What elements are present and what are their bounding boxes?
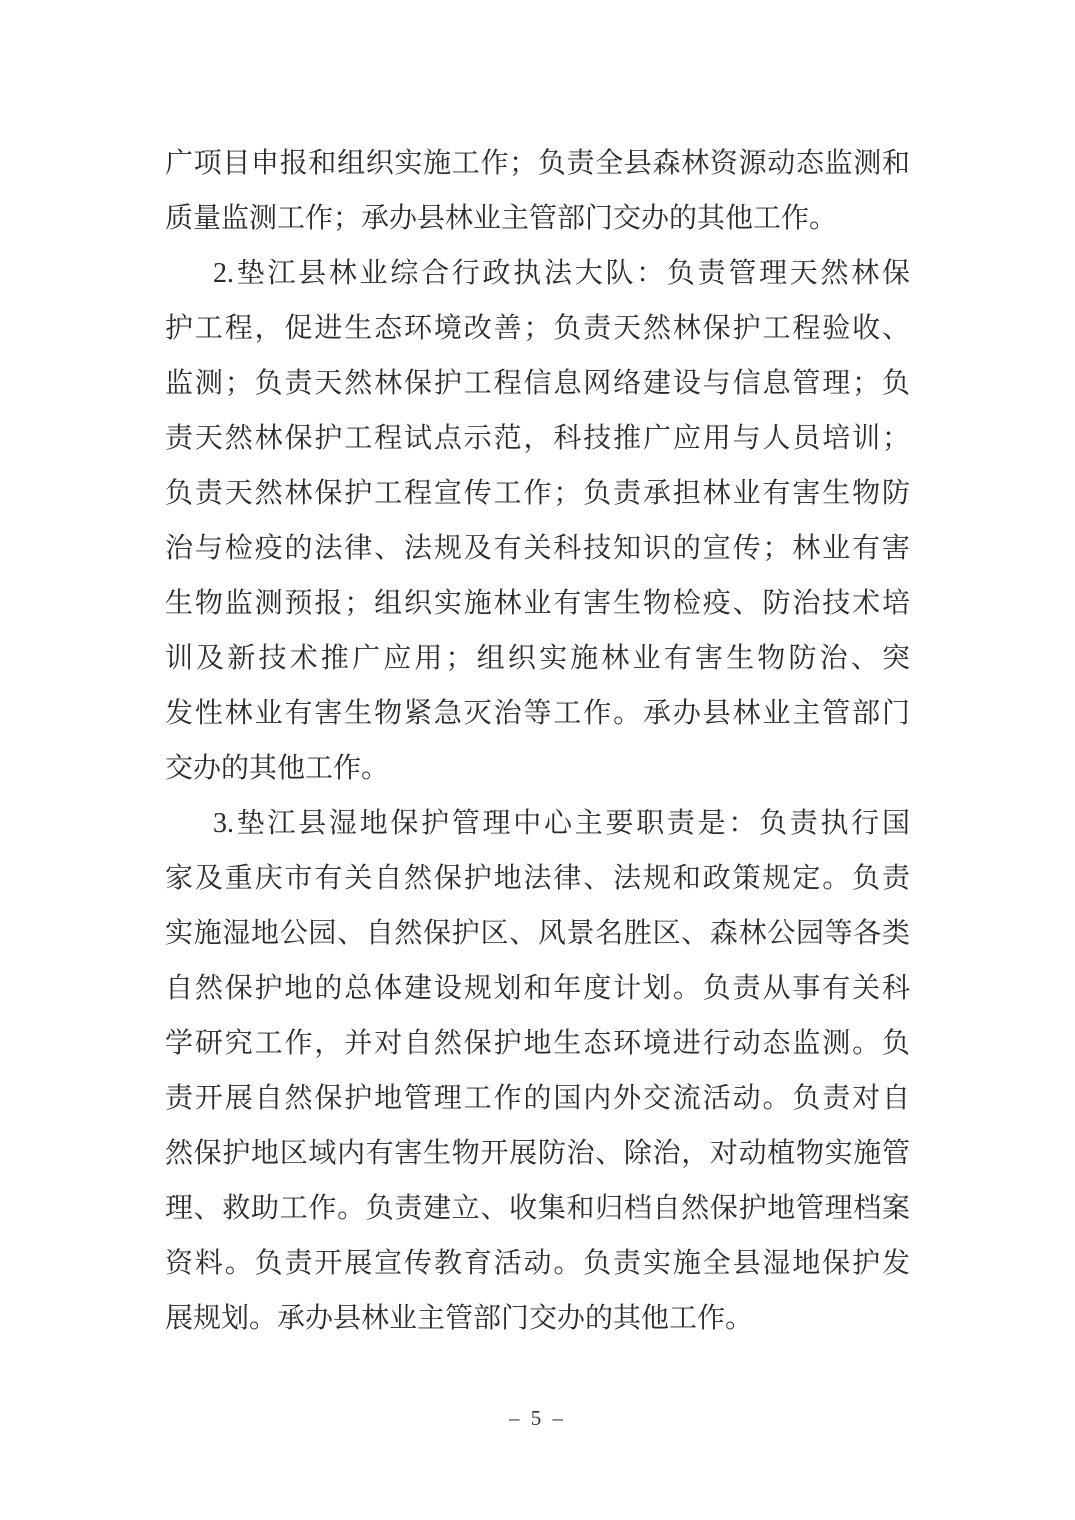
- text-line: 广项目申报和组织实施工作；负责全县森林资源动态监测和: [165, 148, 910, 179]
- text-line: 交办的其他工作。: [165, 753, 390, 784]
- page-footer: [0, 1403, 1075, 1433]
- text-line: 学研究工作，并对自然保护地生态环境进行动态监测。负: [165, 1028, 910, 1059]
- text-line: 资料。负责开展宣传教育活动。负责实施全县湿地保护发: [165, 1248, 910, 1279]
- text-line: 训及新技术推广应用；组织实施林业有害生物防治、突: [165, 643, 910, 674]
- text-line: 责开展自然保护地管理工作的国内外交流活动。负责对自: [165, 1083, 910, 1114]
- text-line: 责天然林保护工程试点示范，科技推广应用与人员培训；: [165, 423, 910, 454]
- text-line: 负责天然林保护工程宣传工作；负责承担林业有害生物防: [165, 478, 910, 509]
- paragraph-3-wetland-protection-center: [165, 796, 910, 1346]
- text-line: 然保护地区域内有害生物开展防治、除治，对动植物实施管: [165, 1138, 910, 1169]
- text-line: 理、救助工作。负责建立、收集和归档自然保护地管理档案: [165, 1193, 910, 1224]
- text-line: 监测；负责天然林保护工程信息网络建设与信息管理；负: [165, 368, 910, 399]
- text-line: 自然保护地的总体建设规划和年度计划。负责从事有关科: [165, 973, 910, 1004]
- text-line: 质量监测工作；承办县林业主管部门交办的其他工作。: [165, 203, 838, 234]
- text-line: 治与检疫的法律、法规及有关科技知识的宣传；林业有害: [165, 533, 910, 564]
- page-number: – 5 –: [509, 1406, 566, 1430]
- text-line: 实施湿地公园、自然保护区、风景名胜区、森林公园等各类: [165, 918, 910, 949]
- text-line: 护工程，促进生态环境改善；负责天然林保护工程验收、: [165, 313, 910, 344]
- text-line: 展规划。承办县林业主管部门交办的其他工作。: [165, 1303, 754, 1334]
- text-line: 2.垫江县林业综合行政执法大队：负责管理天然林保: [213, 258, 910, 289]
- text-line: 家及重庆市有关自然保护地法律、法规和政策规定。负责: [165, 863, 910, 894]
- text-line: 发性林业有害生物紧急灭治等工作。承办县林业主管部门: [165, 698, 910, 729]
- text-line: 生物监测预报；组织实施林业有害生物检疫、防治技术培: [165, 588, 910, 619]
- text-line: 3.垫江县湿地保护管理中心主要职责是：负责执行国: [213, 808, 910, 839]
- document-body: [165, 136, 910, 1346]
- paragraph-2-forestry-law-enforcement-brigade: [165, 246, 910, 796]
- paragraph-1-continuation: [165, 136, 910, 246]
